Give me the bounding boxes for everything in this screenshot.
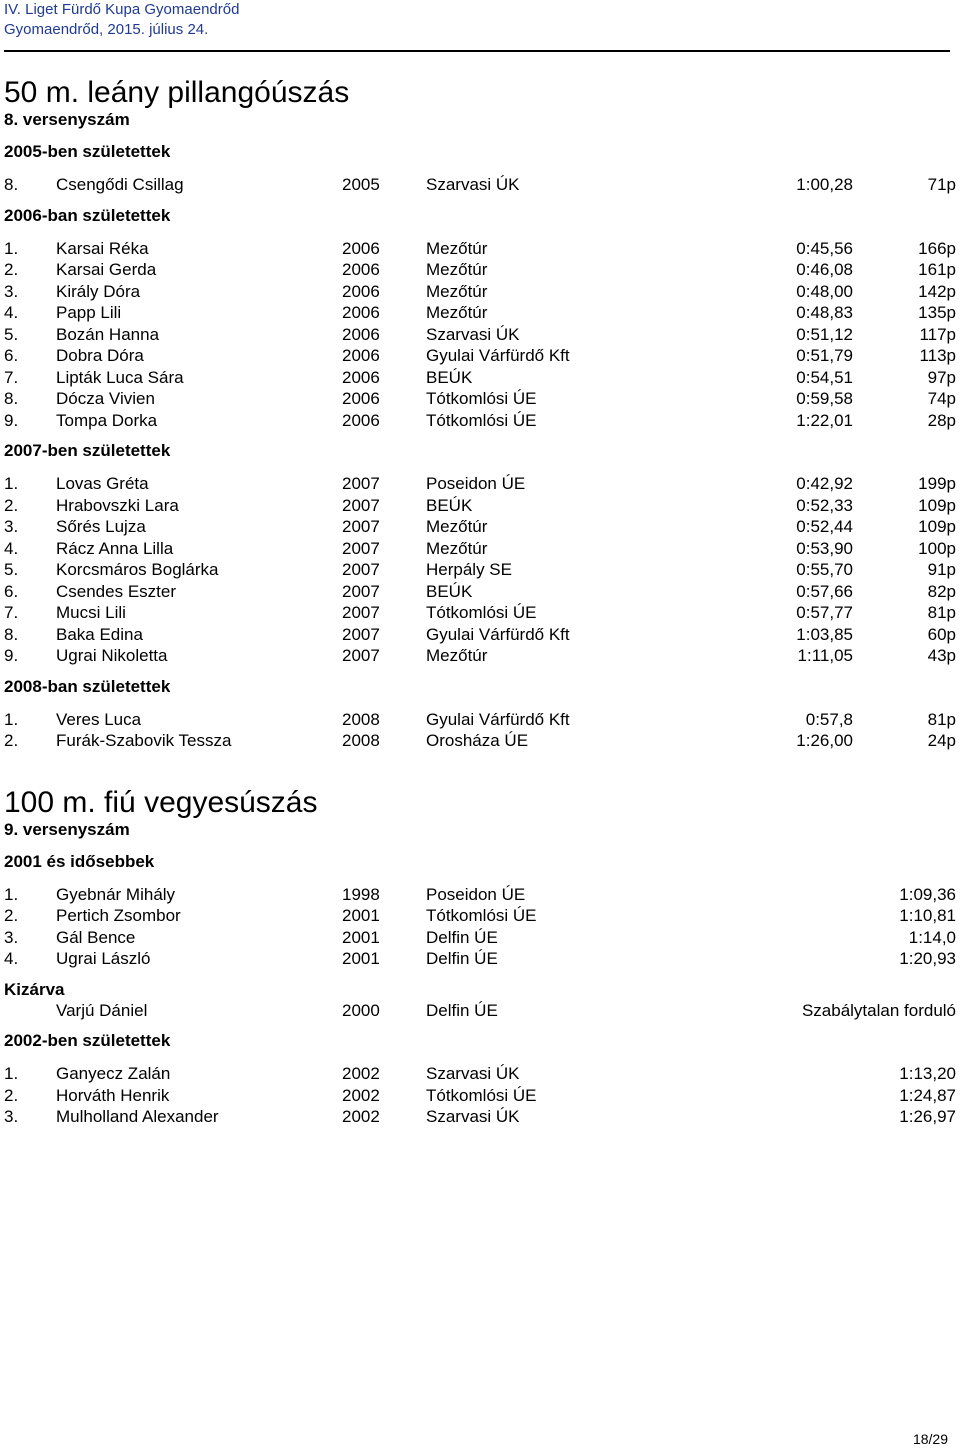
place: 2.: [4, 495, 19, 515]
result-row: [4, 905, 957, 927]
result-points: 135p: [918, 303, 956, 322]
result-time: Szabálytalan forduló: [801, 1000, 956, 1020]
results-list: [4, 884, 957, 970]
swimmer-name: Lipták Luca Sára: [56, 367, 184, 387]
birth-year: 2005: [342, 175, 380, 194]
club-name: BEÚK: [426, 581, 473, 601]
result-row: [4, 927, 957, 949]
birth-year: 2008: [342, 709, 380, 729]
event-section: [4, 786, 957, 1128]
event-number: 8. versenyszám: [4, 110, 130, 129]
club-name: Mezőtúr: [426, 281, 488, 301]
swimmer-name: Gyebnár Mihály: [56, 884, 176, 904]
place: 1.: [4, 709, 19, 729]
club-name: BEÚK: [426, 367, 473, 387]
result-points: 82p: [927, 581, 956, 601]
place: 8.: [4, 389, 19, 408]
result-points: 74p: [927, 389, 956, 408]
club-name: Orosháza ÚE: [426, 731, 529, 750]
result-points: 161p: [918, 260, 956, 279]
result-row: [4, 302, 957, 324]
swimmer-name: Karsai Gerda: [56, 260, 157, 279]
result-time: 0:59,58: [796, 389, 853, 408]
age-group-title: 2006-ban születettek: [4, 205, 171, 225]
place: 2.: [4, 1085, 19, 1105]
club-name: Delfin ÚE: [426, 949, 498, 968]
result-time: 0:52,44: [796, 517, 853, 536]
birth-year: 2007: [342, 560, 380, 579]
swimmer-name: Korcsmáros Boglárka: [56, 560, 219, 579]
place: 5.: [4, 324, 19, 344]
club-name: Gyulai Várfürdő Kft: [426, 709, 570, 729]
place: 4.: [4, 949, 19, 968]
club-name: Szarvasi ÚK: [426, 1064, 520, 1083]
result-time: 0:51,79: [796, 346, 853, 365]
birth-year: 2007: [342, 603, 380, 622]
club-name: Tótkomlósi ÚE: [426, 389, 537, 408]
club-name: Mezőtúr: [426, 303, 488, 322]
birth-year: 2001: [342, 906, 380, 925]
swimmer-name: Sőrés Lujza: [56, 517, 146, 536]
club-name: Mezőtúr: [426, 646, 488, 665]
result-points: 199p: [918, 474, 956, 493]
result-points: 43p: [927, 646, 956, 665]
place: 1.: [4, 238, 19, 258]
event-title: 50 m. leány pillangóúszás: [4, 76, 350, 109]
place: 1.: [4, 1064, 19, 1083]
results-list: [4, 473, 957, 667]
birth-year: 2006: [342, 367, 380, 387]
swimmer-name: Dobra Dóra: [56, 346, 144, 365]
swimmer-name: Baka Edina: [56, 624, 143, 644]
club-name: Szarvasi ÚK: [426, 1107, 520, 1126]
birth-year: 2007: [342, 624, 380, 644]
age-group-title: 2005-ben születettek: [4, 142, 171, 161]
birth-year: 2001: [342, 927, 380, 947]
birth-year: 2006: [342, 389, 380, 408]
swimmer-name: Veres Luca: [56, 709, 142, 729]
age-group-title: 2001 és idősebbek: [4, 851, 155, 871]
birth-year: 2002: [342, 1085, 380, 1105]
place: 4.: [4, 303, 19, 322]
age-group-title: 2007-ben születettek: [4, 441, 171, 460]
club-name: Szarvasi ÚK: [426, 175, 520, 194]
club-name: Delfin ÚE: [426, 927, 498, 947]
place: 8.: [4, 175, 19, 194]
result-row: [4, 388, 957, 410]
swimmer-name: Dócza Vivien: [56, 389, 155, 408]
place: 2.: [4, 906, 19, 925]
result-row: [4, 495, 957, 517]
place: 6.: [4, 346, 19, 365]
result-points: 109p: [918, 517, 956, 536]
club-name: Mezőtúr: [426, 517, 488, 536]
swimmer-name: Lovas Gréta: [56, 474, 149, 493]
place: 3.: [4, 517, 19, 536]
result-time: 1:24,87: [899, 1085, 956, 1105]
result-time: 1:22,01: [796, 410, 853, 430]
birth-year: 2007: [342, 474, 380, 493]
birth-year: 2006: [342, 260, 380, 279]
swimmer-name: Horváth Henrik: [56, 1085, 170, 1105]
result-points: 81p: [927, 709, 956, 729]
age-group-title: Kizárva: [4, 979, 65, 999]
place: 1.: [4, 474, 19, 493]
result-row: [4, 324, 957, 346]
swimmer-name: Ugrai Nikoletta: [56, 646, 168, 665]
result-row: [4, 730, 957, 752]
result-time: 0:52,33: [796, 495, 853, 515]
birth-year: 2007: [342, 495, 380, 515]
place: 8.: [4, 624, 19, 644]
swimmer-name: Furák-Szabovik Tessza: [56, 731, 232, 750]
swimmer-name: Csengődi Csillag: [56, 175, 184, 194]
club-name: Poseidon ÚE: [426, 474, 526, 493]
results-list: [4, 1063, 957, 1128]
results-list: [4, 238, 957, 432]
place: 9.: [4, 646, 19, 665]
swimmer-name: Mucsi Lili: [56, 603, 126, 622]
event-number: 9. versenyszám: [4, 819, 130, 839]
birth-year: 2006: [342, 238, 380, 258]
result-points: 113p: [919, 346, 956, 365]
place: 9.: [4, 410, 19, 430]
swimmer-name: Ganyecz Zalán: [56, 1064, 171, 1083]
result-row: [4, 516, 957, 538]
result-points: 97p: [927, 367, 956, 387]
swimmer-name: Tompa Dorka: [56, 410, 158, 430]
result-row: [4, 238, 957, 260]
result-time: 0:42,92: [796, 474, 853, 493]
place: 7.: [4, 367, 19, 387]
event-title: 100 m. fiú vegyesúszás: [4, 785, 318, 819]
result-row: [4, 410, 957, 432]
swimmer-name: Gál Bence: [56, 927, 136, 947]
header-divider: [4, 50, 950, 52]
birth-year: 2006: [342, 324, 380, 344]
place: 7.: [4, 603, 19, 622]
result-points: 81p: [927, 603, 956, 622]
result-points: 100p: [918, 538, 956, 558]
birth-year: 2002: [342, 1064, 380, 1083]
result-points: 142p: [918, 281, 956, 301]
swimmer-name: Papp Lili: [56, 303, 122, 322]
result-time: 1:09,36: [899, 884, 956, 904]
swimmer-name: Mulholland Alexander: [56, 1107, 219, 1126]
result-time: 1:00,28: [796, 175, 853, 194]
result-row: [4, 559, 957, 581]
club-name: Tótkomlósi ÚE: [426, 410, 537, 430]
swimmer-name: Hrabovszki Lara: [56, 495, 179, 515]
result-time: 0:57,77: [796, 603, 853, 622]
club-name: Mezőtúr: [426, 238, 488, 258]
place: 2.: [4, 260, 19, 279]
results-list: [4, 1000, 957, 1022]
result-points: 24p: [927, 731, 956, 750]
results-list: [4, 709, 957, 752]
result-points: 117p: [919, 324, 956, 344]
club-name: Tótkomlósi ÚE: [426, 603, 537, 622]
club-name: Gyulai Várfürdő Kft: [426, 624, 570, 644]
result-row: [4, 1063, 957, 1085]
birth-year: 1998: [342, 884, 380, 904]
club-name: BEÚK: [426, 495, 473, 515]
swimmer-name: Karsai Réka: [56, 238, 149, 258]
swimmer-name: Bozán Hanna: [56, 324, 160, 344]
place: 3.: [4, 281, 19, 301]
result-row: [4, 1106, 957, 1128]
result-points: 109p: [918, 495, 956, 515]
club-name: Gyulai Várfürdő Kft: [426, 346, 570, 365]
result-row: [4, 538, 957, 560]
result-points: 91p: [927, 560, 956, 579]
event-section: [4, 76, 957, 752]
result-row: [4, 174, 957, 196]
club-name: Tótkomlósi ÚE: [426, 1085, 537, 1105]
result-time: 0:46,08: [796, 260, 853, 279]
page-header: [4, 0, 239, 40]
result-row: [4, 948, 957, 970]
result-row: [4, 1000, 957, 1022]
birth-year: 2006: [342, 346, 380, 365]
birth-year: 2007: [342, 646, 380, 665]
club-name: Mezőtúr: [426, 260, 488, 279]
club-name: Poseidon ÚE: [426, 884, 526, 904]
club-name: Delfin ÚE: [426, 1000, 498, 1020]
result-row: [4, 345, 957, 367]
result-time: 0:57,8: [805, 709, 853, 729]
results-content: [4, 76, 957, 1138]
birth-year: 2007: [342, 517, 380, 536]
result-points: 60p: [927, 624, 956, 644]
swimmer-name: Csendes Eszter: [56, 581, 176, 601]
result-time: 1:10,81: [899, 906, 956, 925]
result-points: 28p: [927, 410, 956, 430]
birth-year: 2006: [342, 281, 380, 301]
result-time: 1:26,97: [899, 1107, 956, 1126]
results-list: [4, 174, 957, 196]
result-time: 1:14,0: [908, 927, 956, 947]
result-points: 71p: [927, 175, 956, 194]
result-time: 0:53,90: [796, 538, 853, 558]
place: 5.: [4, 560, 19, 579]
swimmer-name: Pertich Zsombor: [56, 906, 181, 925]
result-time: 1:11,05: [797, 646, 853, 665]
birth-year: 2002: [342, 1107, 380, 1126]
club-name: Herpály SE: [426, 560, 512, 579]
result-row: [4, 709, 957, 731]
result-row: [4, 281, 957, 303]
club-name: Mezőtúr: [426, 538, 488, 558]
birth-year: 2001: [342, 949, 380, 968]
result-time: 1:26,00: [796, 731, 853, 750]
place: 2.: [4, 731, 19, 750]
result-row: [4, 259, 957, 281]
result-row: [4, 1085, 957, 1107]
age-group-title: 2002-ben születettek: [4, 1031, 171, 1050]
club-name: Szarvasi ÚK: [426, 324, 520, 344]
result-time: 0:54,51: [796, 367, 853, 387]
result-time: 0:51,12: [796, 324, 853, 344]
result-row: [4, 624, 957, 646]
birth-year: 2008: [342, 731, 380, 750]
result-time: 0:57,66: [796, 581, 853, 601]
club-name: Tótkomlósi ÚE: [426, 906, 537, 925]
place: 4.: [4, 538, 19, 558]
swimmer-name: Rácz Anna Lilla: [56, 538, 174, 558]
result-row: [4, 645, 957, 667]
event-spacer: [4, 762, 957, 786]
result-time: 0:48,83: [796, 303, 853, 322]
result-time: 0:45,56: [796, 238, 853, 258]
header-title: IV. Liget Fürdő Kupa Gyomaendrőd: [4, 1, 240, 18]
result-time: 1:13,20: [899, 1064, 956, 1083]
result-points: 166p: [918, 238, 956, 258]
place: 3.: [4, 927, 19, 947]
birth-year: 2007: [342, 581, 380, 601]
birth-year: 2006: [342, 303, 380, 322]
result-time: 0:48,00: [796, 281, 853, 301]
place: 1.: [4, 884, 19, 904]
swimmer-name: Király Dóra: [56, 281, 141, 301]
result-time: 0:55,70: [796, 560, 853, 579]
result-row: [4, 473, 957, 495]
birth-year: 2007: [342, 538, 380, 558]
header-subtitle: Gyomaendrőd, 2015. július 24.: [4, 21, 209, 38]
swimmer-name: Varjú Dániel: [56, 1000, 148, 1020]
place: 3.: [4, 1107, 19, 1126]
age-group-title: 2008-ban születettek: [4, 676, 171, 696]
result-row: [4, 884, 957, 906]
place: 6.: [4, 581, 19, 601]
birth-year: 2000: [342, 1000, 380, 1020]
result-time: 1:03,85: [796, 624, 853, 644]
result-row: [4, 581, 957, 603]
result-row: [4, 367, 957, 389]
swimmer-name: Ugrai László: [56, 949, 151, 968]
birth-year: 2006: [342, 410, 380, 430]
result-time: 1:20,93: [899, 949, 956, 968]
result-row: [4, 602, 957, 624]
page-number: 18/29: [912, 1431, 948, 1447]
